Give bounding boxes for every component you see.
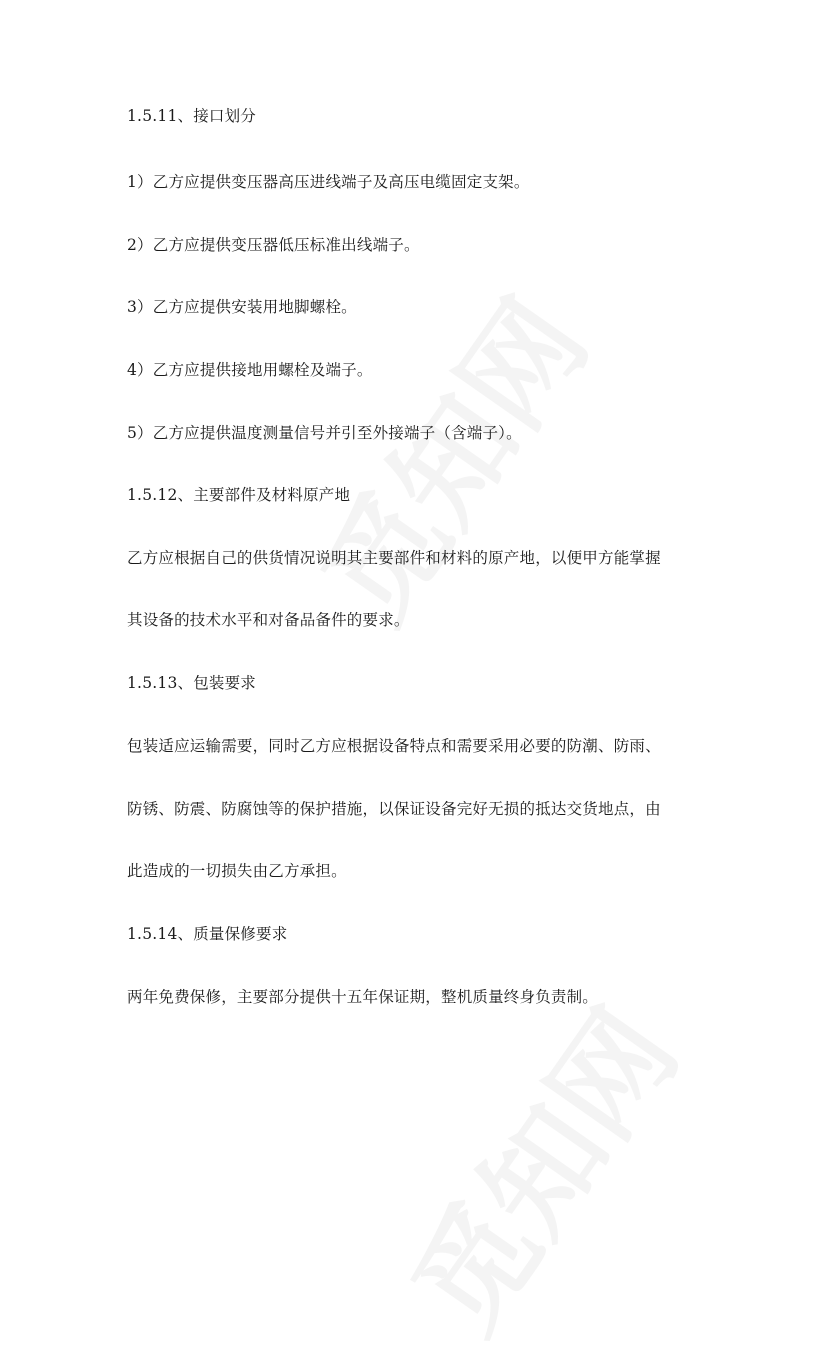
section-heading-1-5-14: 1.5.14、质量保修要求 xyxy=(127,925,288,943)
watermark-logo xyxy=(366,971,708,1359)
paragraph-line: 防锈、防震、防腐蚀等的保护措施，以保证设备完好无损的抵达交货地点，由 xyxy=(127,800,661,818)
list-item-4: 4）乙方应提供接地用螺栓及端子。 xyxy=(127,361,373,379)
paragraph-line: 包装适应运输需要，同时乙方应根据设备特点和需要采用必要的防潮、防雨、 xyxy=(127,737,661,755)
section-heading-1-5-12: 1.5.12、主要部件及材料原产地 xyxy=(127,486,351,504)
watermark-logo xyxy=(276,261,618,649)
paragraph-line: 其设备的技术水平和对备品备件的要求。 xyxy=(127,611,410,629)
list-item-3: 3）乙方应提供安装用地脚螺栓。 xyxy=(127,298,357,316)
section-heading-1-5-11: 1.5.11、接口划分 xyxy=(127,107,257,125)
paragraph-line: 乙方应根据自己的供货情况说明其主要部件和材料的原产地，以便甲方能掌握 xyxy=(127,549,661,567)
list-item-1: 1）乙方应提供变压器高压进线端子及高压电缆固定支架。 xyxy=(127,173,530,191)
list-item-5: 5）乙方应提供温度测量信号并引至外接端子（含端子）。 xyxy=(127,424,522,442)
section-heading-1-5-13: 1.5.13、包装要求 xyxy=(127,674,257,692)
list-item-2: 2）乙方应提供变压器低压标准出线端子。 xyxy=(127,236,420,254)
paragraph-line: 此造成的一切损失由乙方承担。 xyxy=(127,862,347,880)
paragraph-line: 两年免费保修，主要部分提供十五年保证期，整机质量终身负责制。 xyxy=(127,988,599,1006)
